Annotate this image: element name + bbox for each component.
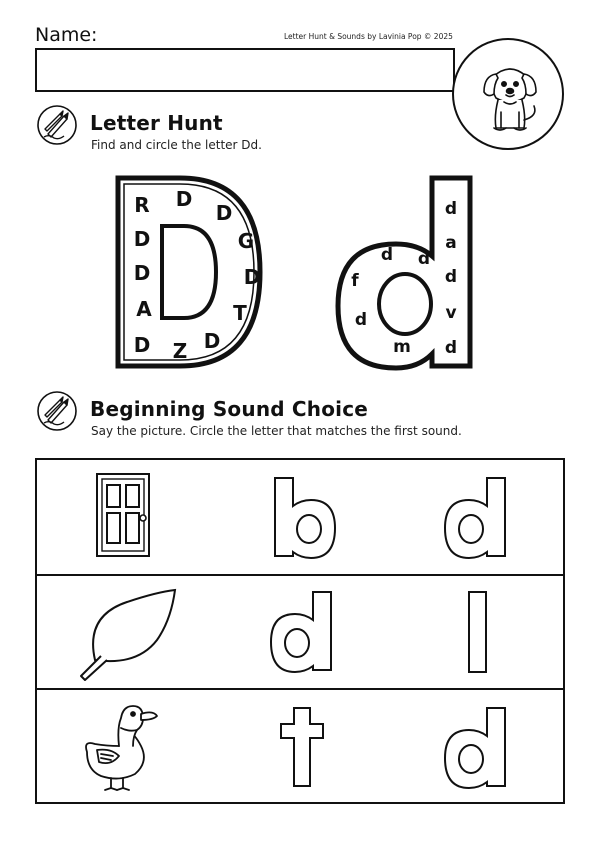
hunt-letter[interactable]: D xyxy=(133,333,151,357)
crayons-icon xyxy=(36,390,78,432)
beginning-sound-title: Beginning Sound Choice xyxy=(90,397,369,421)
hunt-letter[interactable]: d xyxy=(444,199,458,219)
door-icon xyxy=(87,460,167,574)
hunt-letter[interactable]: D xyxy=(243,265,261,289)
choice-table xyxy=(35,458,565,804)
hunt-letter[interactable]: d xyxy=(354,310,368,330)
hunt-letter[interactable]: R xyxy=(134,193,150,217)
crayons-icon xyxy=(36,104,78,146)
choice-letter-l[interactable] xyxy=(457,576,497,690)
leaf-icon xyxy=(67,576,187,690)
hunt-letter[interactable]: D xyxy=(133,227,151,251)
choice-letter-label: d xyxy=(263,576,264,577)
letter-hunt-instruction: Find and circle the letter Dd. xyxy=(91,138,262,152)
choice-cell[interactable] xyxy=(457,576,497,688)
choice-cell[interactable] xyxy=(273,690,333,802)
choice-letter-label: l xyxy=(457,576,458,577)
hunt-letter[interactable]: m xyxy=(393,337,411,357)
name-label: Name: xyxy=(35,24,98,46)
choice-row xyxy=(37,688,563,802)
puppy-icon xyxy=(454,40,566,152)
choice-letter-label: d xyxy=(437,690,438,691)
choice-cell[interactable] xyxy=(263,576,343,688)
choice-cell[interactable] xyxy=(263,460,343,574)
duck-icon xyxy=(77,690,177,804)
choice-letter-label: b xyxy=(263,460,264,461)
letter-hunt-title: Letter Hunt xyxy=(90,111,223,135)
hunt-letter[interactable]: d xyxy=(444,267,458,287)
hunt-letter[interactable]: v xyxy=(445,303,457,323)
choice-row xyxy=(37,574,563,688)
credit-line: Letter Hunt & Sounds by Lavinia Pop © 2025 xyxy=(284,32,453,41)
picture-cell xyxy=(77,690,177,802)
letter-hunt-area xyxy=(110,172,490,372)
hunt-letter[interactable]: A xyxy=(136,297,152,321)
hunt-letter[interactable]: G xyxy=(237,229,255,253)
hunt-letter[interactable]: D xyxy=(203,329,221,353)
hunt-letter[interactable]: D xyxy=(215,201,233,225)
choice-cell[interactable] xyxy=(437,690,517,802)
picture-cell xyxy=(67,576,187,688)
name-field[interactable] xyxy=(35,48,455,92)
choice-letter-t[interactable] xyxy=(273,690,333,804)
hunt-letter[interactable]: a xyxy=(445,233,457,253)
hunt-letter[interactable]: d xyxy=(380,245,394,265)
hunt-letter[interactable]: T xyxy=(233,301,247,325)
hunt-letter[interactable]: d xyxy=(417,249,431,269)
hunt-letter[interactable]: d xyxy=(444,338,458,358)
choice-letter-d[interactable] xyxy=(263,576,343,690)
choice-letter-d[interactable] xyxy=(437,460,517,574)
choice-letter-label: t xyxy=(273,690,274,691)
hunt-letter[interactable]: Z xyxy=(172,339,188,363)
picture-cell xyxy=(87,460,167,574)
hunt-letter[interactable]: D xyxy=(133,261,151,285)
mascot-badge xyxy=(452,38,564,150)
choice-letter-b[interactable] xyxy=(263,460,343,574)
hunt-letter[interactable]: D xyxy=(175,187,193,211)
hunt-letter[interactable]: f xyxy=(351,271,359,291)
choice-cell[interactable] xyxy=(437,460,517,574)
beginning-sound-instruction: Say the picture. Circle the letter that matches the first sound. xyxy=(91,424,462,438)
choice-letter-d[interactable] xyxy=(437,690,517,804)
choice-row xyxy=(37,460,563,574)
choice-letter-label: d xyxy=(437,460,438,461)
